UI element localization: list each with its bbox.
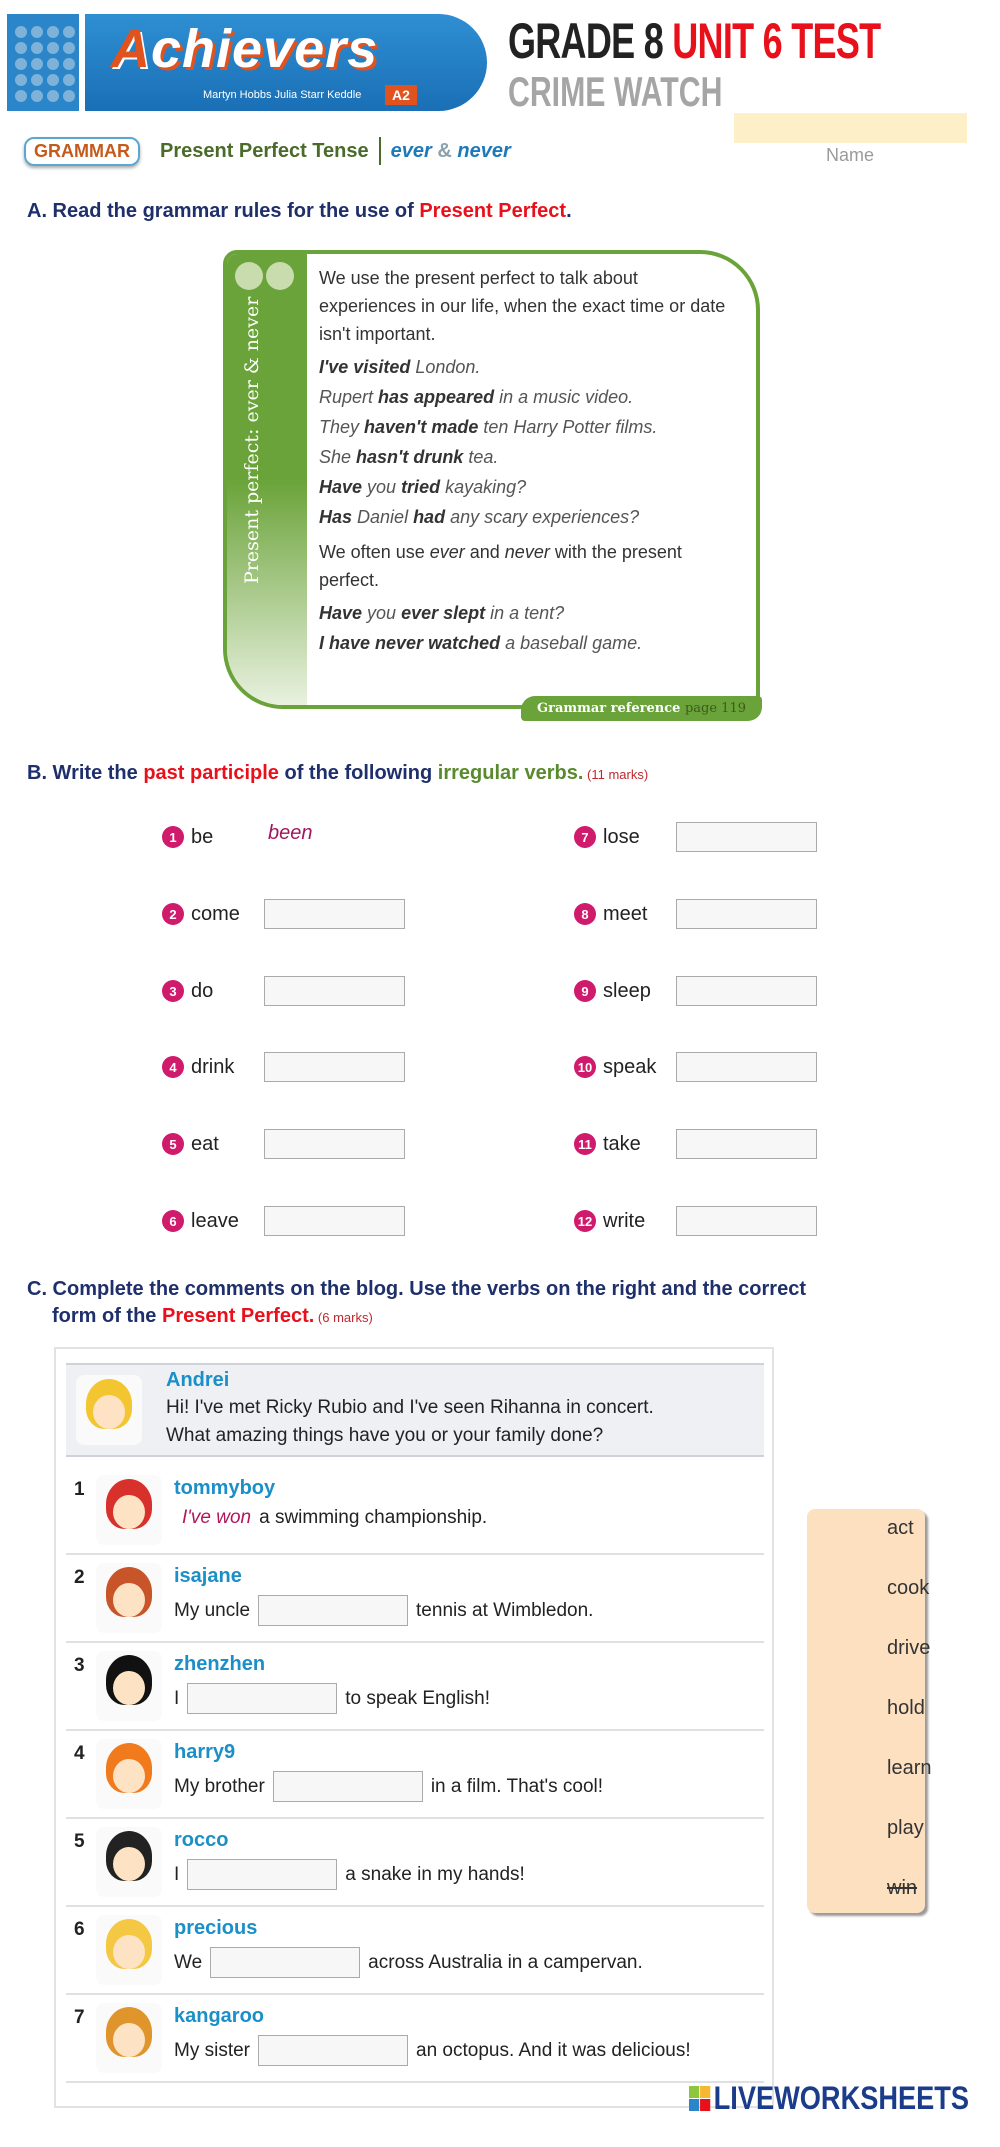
verb-item: [162, 899, 405, 929]
verb-label: leave: [191, 1209, 239, 1232]
verb-label: sleep: [603, 979, 651, 1002]
comment-username: tommyboy: [174, 1477, 276, 1499]
number-badge: 5: [162, 1133, 184, 1155]
verb-item: [162, 976, 405, 1006]
verb-bank-item: play: [887, 1817, 924, 1839]
number-badge: 8: [574, 903, 596, 925]
comment-number: 5: [74, 1831, 85, 1852]
blog-comment: [66, 1467, 764, 1555]
avatar-tommyboy: [96, 1475, 162, 1545]
past-participle-input[interactable]: [676, 976, 817, 1006]
section-c-heading-1: C. Complete the comments on the blog. Use the verbs on the right and the correct: [27, 1278, 806, 1300]
avatar-zhenzhen: [96, 1651, 162, 1721]
avatar-rocco: [96, 1827, 162, 1897]
verb-label: meet: [603, 902, 648, 925]
post-line-1: Hi! I've met Ricky Rubio and I've seen Rihanna in concert.: [166, 1397, 654, 1418]
verb-item: [162, 822, 405, 852]
example-sentence: Rupert has appeared in a music video.: [319, 387, 634, 407]
answer-input[interactable]: [258, 1595, 408, 1626]
avatar-kangaroo: [96, 2003, 162, 2073]
comment-text: I've won a swimming championship.: [182, 1507, 488, 1528]
verb-bank-item: act: [887, 1517, 914, 1539]
verb-label: drink: [191, 1055, 235, 1078]
number-badge: 7: [574, 826, 596, 848]
quote-dots-icon: [235, 262, 294, 290]
grammar-reference-tab: Grammar reference page 119: [521, 696, 762, 721]
verb-bank-item: drive: [887, 1637, 931, 1659]
verb-item: [574, 899, 817, 929]
avatar-harry9: [96, 1739, 162, 1809]
answer-input[interactable]: [210, 1947, 360, 1978]
answer-input[interactable]: [187, 1859, 337, 1890]
verb-item: [574, 1129, 817, 1159]
comment-username: harry9: [174, 1741, 236, 1763]
comment-username: precious: [174, 1917, 258, 1939]
number-badge: 1: [162, 826, 184, 848]
verb-label: come: [191, 902, 240, 925]
avatar-precious: [96, 1915, 162, 1985]
comment-number: 7: [74, 2007, 85, 2028]
dot-grid-decoration: [7, 14, 79, 111]
comment-username: rocco: [174, 1829, 229, 1851]
past-participle-input[interactable]: [264, 1129, 405, 1159]
past-participle-input[interactable]: [264, 899, 405, 929]
example-answer: I've won: [182, 1507, 252, 1528]
rule-2: We often use ever and never with the present perfect.: [319, 542, 682, 590]
example-sentence: She hasn't drunk tea.: [319, 447, 499, 467]
post-line-2: What amazing things have you or your family done?: [166, 1425, 604, 1446]
comment-text: My sister an octopus. And it was delicious!: [174, 2035, 691, 2066]
number-badge: 3: [162, 980, 184, 1002]
verb-item: [574, 976, 817, 1006]
test-subtitle: CRIME WATCH: [508, 68, 723, 115]
blog-comment: [66, 1995, 764, 2083]
answer-input[interactable]: [187, 1683, 337, 1714]
verb-bank-item: learn: [887, 1757, 932, 1779]
name-label: Name: [826, 145, 875, 165]
number-badge: 9: [574, 980, 596, 1002]
grammar-badge: GRAMMAR: [24, 137, 140, 166]
past-participle-input[interactable]: [676, 1129, 817, 1159]
blog-comment: [66, 1643, 764, 1731]
comment-text: I a snake in my hands!: [174, 1859, 525, 1890]
verb-label: write: [603, 1209, 646, 1232]
achievers-logo: [7, 14, 487, 111]
comment-number: 6: [74, 1919, 85, 1940]
name-input[interactable]: [734, 113, 967, 143]
verb-bank-item: hold: [887, 1697, 925, 1719]
verb-item: [162, 1129, 405, 1159]
blog-panel: [54, 1347, 774, 2108]
authors: Martyn Hobbs Julia Starr Keddle: [203, 89, 362, 101]
verb-item: [162, 1206, 405, 1236]
example-sentence: They haven't made ten Harry Potter films.: [319, 417, 658, 437]
verb-label: eat: [191, 1132, 219, 1155]
section-b-heading: B. Write the past participle of the following irregular verbs. (11 marks): [27, 762, 649, 784]
number-badge: 11: [574, 1133, 596, 1155]
test-title: GRADE 8 UNIT 6 TEST: [508, 13, 881, 69]
comment-number: 2: [74, 1567, 85, 1588]
past-participle-input[interactable]: [264, 1052, 405, 1082]
answer-input[interactable]: [273, 1771, 423, 1802]
number-badge: 12: [574, 1210, 596, 1232]
past-participle-input[interactable]: [676, 1052, 817, 1082]
section-a-heading: A. Read the grammar rules for the use of Present Perfect.: [27, 200, 572, 222]
comment-username: zhenzhen: [174, 1653, 266, 1675]
past-participle-input[interactable]: [264, 1206, 405, 1236]
blog-comment: [66, 1555, 764, 1643]
brand-name: chievers: [151, 19, 379, 79]
blog-comment: [66, 1731, 764, 1819]
blog-comment: [66, 1819, 764, 1907]
number-badge: 10: [574, 1056, 596, 1078]
grammar-side-title: Present perfect: ever & never: [241, 296, 263, 584]
verb-item: [574, 1052, 817, 1082]
past-participle-input[interactable]: [676, 822, 817, 852]
brand-initial: A: [111, 19, 151, 79]
level-badge: A2: [385, 85, 417, 105]
avatar-andrei: [76, 1375, 142, 1445]
section-c-heading-2: form of the Present Perfect. (6 marks): [52, 1305, 373, 1327]
comment-username: kangaroo: [174, 2005, 265, 2027]
comment-text: We across Australia in a campervan.: [174, 1947, 643, 1978]
verb-label: lose: [603, 825, 640, 848]
topic-title: Present Perfect Tense ever & never: [160, 137, 511, 165]
past-participle-input[interactable]: [676, 899, 817, 929]
comment-number: 4: [74, 1743, 85, 1764]
verb-item: [162, 1052, 405, 1082]
past-participle-input[interactable]: [264, 976, 405, 1006]
rule-1: We use the present perfect to talk about experiences in our life, when the exact time or date isn't important.: [319, 268, 726, 344]
number-badge: 2: [162, 903, 184, 925]
verb-label: do: [191, 979, 214, 1002]
comment-number: 3: [74, 1655, 85, 1676]
verb-bank-item: win: [887, 1877, 918, 1899]
verb-item: [574, 1206, 817, 1236]
verb-bank-item: cook: [887, 1577, 930, 1599]
past-participle-input[interactable]: [676, 1206, 817, 1236]
comment-text: My brother in a film. That's cool!: [174, 1771, 603, 1802]
comment-username: isajane: [174, 1565, 242, 1587]
avatar-isajane: [96, 1563, 162, 1633]
verb-label: be: [191, 825, 214, 848]
answer-input[interactable]: [258, 2035, 408, 2066]
number-badge: 6: [162, 1210, 184, 1232]
liveworksheets-logo: LIVEWORKSHEETS: [689, 2080, 969, 2117]
liveworksheets-icon: [689, 2086, 710, 2111]
comment-number: 1: [74, 1479, 85, 1500]
grammar-rules-box: Present perfect: ever & never We use the present perfect to talk about experiences in our life, when the exact time or date isn't important. I've visited London. Rupert has appeared in a music video. They haven't made ten Harry Potter films. She hasn't drunk tea. Have you tried kayaking? Has Daniel had any scary experiences? We often use ever and never with the present perfect. Have you ever slept in a tent? I have never watched a baseball game. Grammar reference page 119: [223, 250, 760, 709]
example-answer: been: [268, 822, 313, 844]
verb-bank: [807, 1509, 932, 1913]
blog-post: [66, 1363, 764, 1457]
verb-label: take: [603, 1132, 641, 1155]
number-badge: 4: [162, 1056, 184, 1078]
comment-text: I to speak English!: [174, 1683, 490, 1714]
verb-label: speak: [603, 1055, 657, 1078]
blog-comment: [66, 1907, 764, 1995]
post-username: Andrei: [166, 1369, 230, 1391]
example-sentence: I've visited London.: [319, 357, 481, 377]
comment-text: My uncle tennis at Wimbledon.: [174, 1595, 593, 1626]
verb-item: [574, 822, 817, 852]
